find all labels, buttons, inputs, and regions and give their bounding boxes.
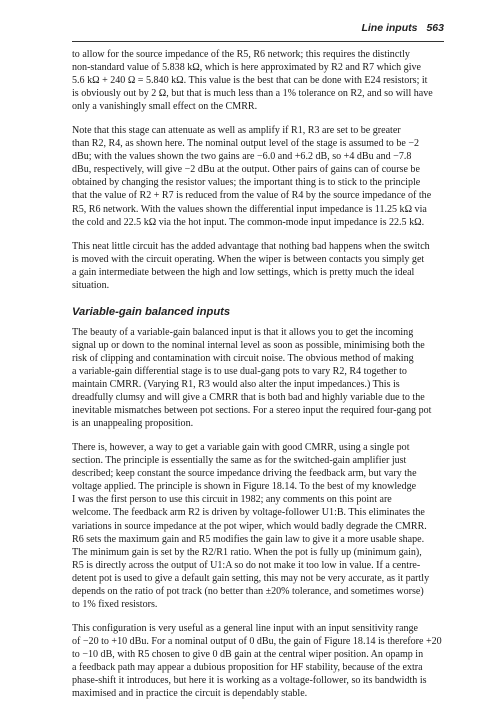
text-line: detent pot is used to give a default gain setting, this may not be very accurate, as it partly [72,572,430,584]
paragraph [72,240,444,292]
text-line: only a vanishingly small effect on the CMRR. [72,101,258,113]
paragraph [72,124,444,228]
text-line: the cold and 22.5 kΩ via the hot input. The common-mode input impedance is 22.5 kΩ. [72,216,425,228]
text-line: maximised and in practice the circuit is dependably stable. [72,688,308,700]
text-line: welcome. The feedback arm R2 is driven by voltage-follower U1:B. This eliminates the [72,507,425,519]
text-line: dreadfully clumsy and will give a CMRR that is both bad and highly variable due to the [72,392,425,404]
page-number: 563 [426,22,444,34]
text-line: I was the first person to use this circuit in 1982; any comments on this point are [72,494,392,506]
text-line: a variable-gain differential stage is to use dual-gang pots to vary R2, R4 together to [72,365,407,377]
section-heading: Variable-gain balanced inputs [72,305,231,318]
text-line: is moved with the circuit operating. When the wiper is between contacts you simply get [72,253,425,265]
text-line: depends on the ratio of pot track (no better than ±20% tolerance, and sometimes worse) [72,585,424,597]
text-line: than R2, R4, as shown here. The nominal output level of the stage is assumed to be −2 [72,138,420,150]
paragraph [72,48,444,113]
text-line: a gain intermediate between the high and low settings, which is pretty much the ideal [72,266,415,278]
text-line: section. The principle is essentially the same as for the switched-gain amplifier just [72,455,407,467]
text-line: The beauty of a variable-gain balanced input is that it allows you to get the incoming [72,326,414,338]
running-title: Line inputs [361,22,418,34]
paragraph [72,326,444,430]
text-line: dBu; with the values shown the two gains are −6.0 and +6.2 dB, so +4 dBu and −7.8 [72,151,412,163]
text-line: non-standard value of 5.838 kΩ, which is here approximated by R2 and R7 which give [72,62,421,74]
text-line: to 1% fixed resistors. [72,598,158,610]
text-line: to allow for the source impedance of the R5, R6 network; this requires the distinctly [72,49,410,60]
text-line: The minimum gain is set by the R2/R1 ratio. When the pot is fully up (minimum gain), [72,546,422,558]
text-line: R5 is directly across the output of U1:A so do not make it too low in value. If a centre- [72,559,421,571]
text-line: This neat little circuit has the added advantage that nothing bad happens when the switch [72,240,430,252]
top-paragraphs [72,48,444,292]
text-line: risk of clipping and contamination with circuit noise. The obvious method of making [72,352,414,364]
text-line: signal up or down to the nominal internal level as soon as possible, minimising both the [72,339,425,351]
text-line: maintain CMRR. (Varying R1, R3 would also alter the input impedances.) This is [72,379,400,391]
text-line: There is, however, a way to get a variable gain with good CMRR, using a single pot [72,442,410,454]
text-line: This configuration is very useful as a general line input with an input sensitivity range [72,622,418,634]
text-line: described; keep constant the source impedance driving the feedback arm, but vary the [72,468,417,480]
text-line: phase-shift it introduces, but here it is working as a voltage-follower, so its bandwidth is [72,675,427,687]
text-line: inevitable mismatches between pot sections. For a stereo input the required four-gang pot [72,405,432,417]
paragraph [72,441,444,611]
text-line: is obviously out by 2 Ω, but that is much less than a 1% tolerance on R2, and so will have [72,88,433,100]
text-line: Note that this stage can attenuate as well as amplify if R1, R3 are set to be greater [72,125,401,137]
text-line: dBu, respectively, will give −2 dBu at the output. Other pairs of gains can of course be [72,164,420,176]
text-line: is an unappealing proposition. [72,418,194,430]
bottom-paragraphs [72,326,444,700]
text-line: R5, R6 network. With the values shown the differential input impedance is 11.25 kΩ via [72,203,427,215]
text-line: R6 sets the maximum gain and R5 modifies the gain law to give it a more usable shape. [72,533,425,545]
text-line: of −20 to +10 dBu. For a nominal output of 0 dBu, the gain of Figure 18.14 is therefore +20 [72,635,442,647]
text-line: obtained by changing the resistor values; the important thing is to stick to the principle [72,177,421,189]
text-line: situation. [72,279,110,291]
text-line: a feedback path may appear a dubious proposition for HF stability, because of the extra [72,661,423,673]
paragraph [72,622,444,700]
text-line: to −10 dB, with R5 chosen to give 0 dB gain at the central wiper position. An opamp in [72,648,424,660]
header-rule [72,41,444,42]
body-text [72,48,444,711]
text-line: 5.6 kΩ + 240 Ω = 5.840 kΩ. This value is the best that can be done with E24 resistors; it [72,75,428,87]
text-line: voltage applied. The principle is shown in Figure 18.14. To the best of my knowledge [72,481,417,493]
running-head [72,22,444,38]
text-line: that the value of R2 + R7 is reduced from the value of R4 by the source impedance of the [72,190,432,202]
text-line: variations in source impedance at the pot wiper, which would badly degrade the CMRR. [72,520,427,532]
